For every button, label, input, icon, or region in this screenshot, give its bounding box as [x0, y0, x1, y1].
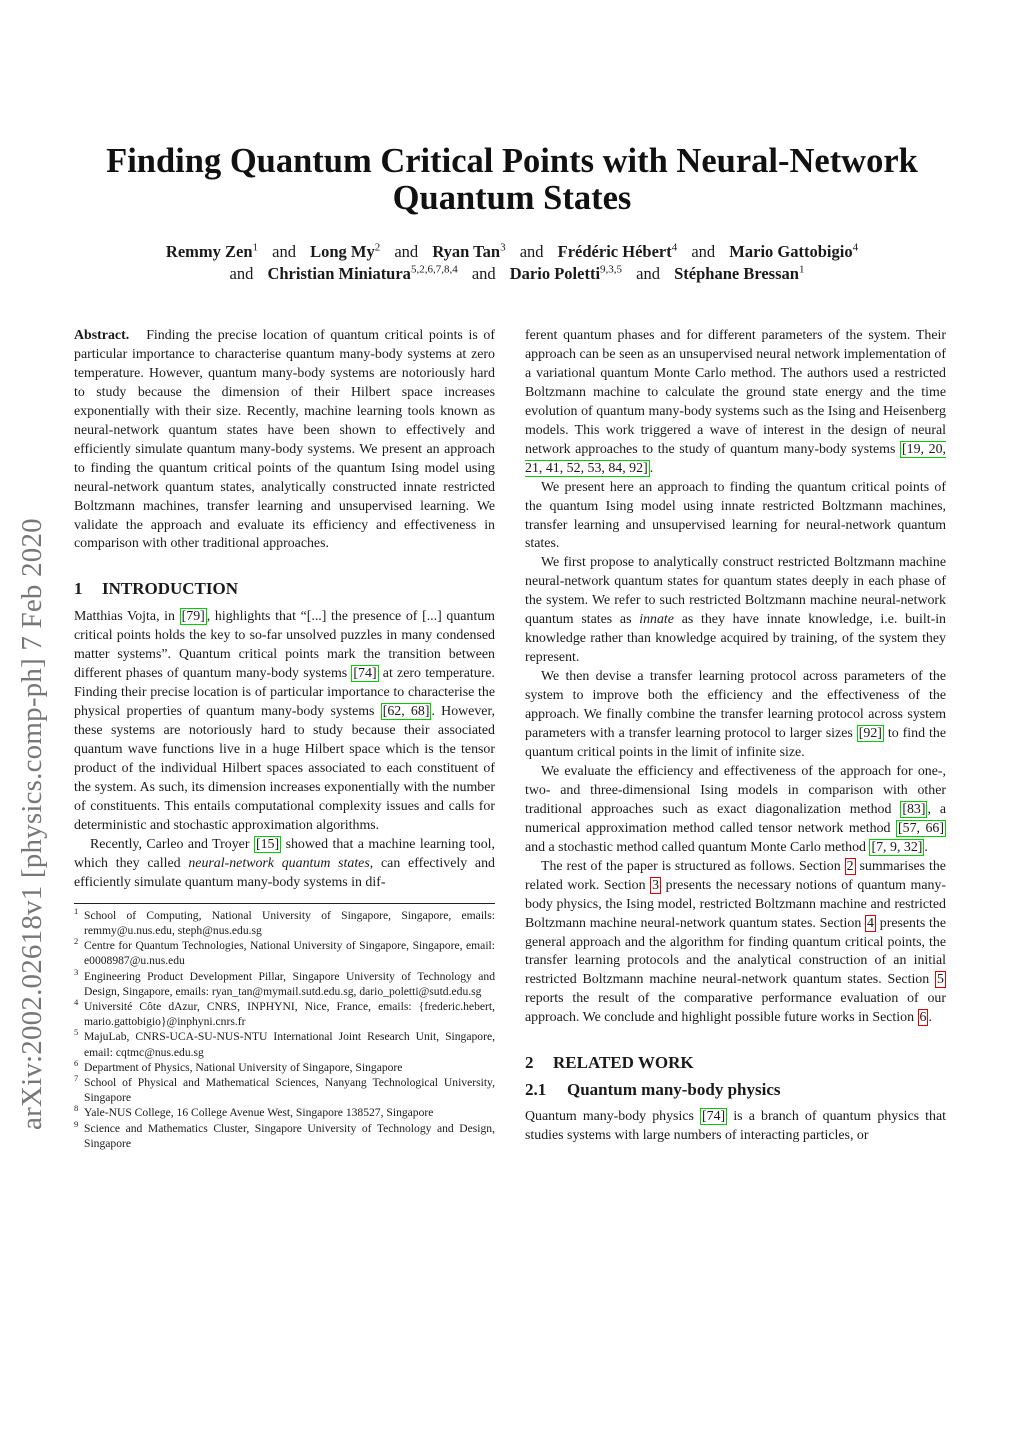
text-run: Quantum many-body physics: [525, 1109, 701, 1125]
paragraph: [525, 668, 946, 763]
abstract-label: Abstract.: [74, 328, 130, 343]
author-separator: and: [229, 264, 254, 283]
text-run: , can effectively and efficiently simulate quantum many-body systems in dif-: [74, 855, 495, 890]
section-number: 1: [74, 579, 83, 599]
intro-paragraph-1: [74, 608, 495, 835]
text-run: We first propose to analytically construct restricted Boltzmann machine neural-network quantum states for quantum states deeply in each phase of the system. We refer to such restricted Boltzmann machine neural-network quantum states as: [525, 555, 946, 628]
footnote-text: Science and Mathematics Cluster, Singapore University of Technology and Design, Singapore: [84, 1121, 495, 1150]
author-separator: and: [272, 242, 296, 261]
footnote-number: 5: [74, 1027, 79, 1038]
text-run: .: [928, 1010, 932, 1026]
footnote-text: Engineering Product Development Pillar, Singapore University of Technology and Design, Singapore, emails: ryan_tan@mymail.sutd.edu.sg, dario_poletti@sutd.edu.sg: [84, 969, 495, 998]
arxiv-identifier: arXiv:2002.02618v1 [physics.comp-ph] 7 Feb 2020: [16, 518, 48, 1130]
author-line-1: [60, 241, 964, 263]
text-run: and a stochastic method called quantum Monte Carlo method: [525, 839, 870, 855]
author-separator: and: [394, 242, 419, 261]
section-link[interactable]: 6: [919, 1010, 927, 1026]
text-run: to find the quantum critical points in the limit of infinite size.: [525, 726, 946, 760]
text-run: , highlights that “[...] the presence of [...] quantum critical points holds the key to so-far unsolved puzzles in many condensed matter systems”. Quantum critical points mark the transition between different phases of quantum many-body systems: [74, 609, 495, 682]
paragraph: [525, 1108, 946, 1146]
text-run: presents the necessary notions of quantum many-body physics, the Ising model, restricted Boltzmann machine and restricted Boltzmann machine neural-network quantum states. Section: [525, 877, 947, 931]
section-link[interactable]: 5: [937, 972, 944, 988]
footnote: [74, 1029, 495, 1059]
footnote: [74, 966, 495, 999]
paragraph: [525, 327, 946, 479]
footnote: [74, 1118, 495, 1151]
section-title: Quantum many-body physics: [567, 1080, 781, 1100]
text-run: as they have innate knowledge, i.e. built-in knowledge rather than knowledge acquired by training, of the system they represent.: [525, 612, 946, 666]
paragraph: [525, 858, 946, 1029]
footnote-text: MajuLab, CNRS-UCA-SU-NUS-NTU International Joint Research Unit, Singapore, email: cqtmc@nus.edu.sg: [84, 1030, 495, 1059]
section-link[interactable]: 4: [867, 915, 874, 931]
author-affiliation: 2: [374, 241, 381, 254]
author-list: [60, 241, 964, 285]
author-name: Stéphane Bressan: [674, 264, 799, 283]
citation-link[interactable]: [74]: [353, 666, 377, 682]
text-run: .: [924, 839, 928, 855]
emphasis: innate: [639, 612, 674, 628]
footnote-number: 4: [74, 996, 79, 1007]
text-run: ferent quantum phases and for different parameters of the system. Their approach can be seen as an unsupervised neural network implementation of a variational quantum Monte Carlo method. The authors used a restricted Boltzmann machine to calculate the ground state energy and the time evolution of quantum many-body systems such as the Ising and Heisenberg models. This work triggered a wave of interest in the design of neural network approaches to the study of quantum many-body systems: [525, 328, 946, 457]
intro-paragraph-2: [74, 836, 495, 893]
title-line-1: Finding Quantum Critical Points with Neural-Network: [106, 142, 918, 180]
section-title: RELATED WORK: [553, 1053, 694, 1073]
text-run: presents the general approach and the algorithm for finding quantum critical points, the transfer learning protocols and the analytical construction of an initial restricted Boltzmann machine neural-network quantum states. Section: [525, 915, 946, 988]
author-name: Christian Miniatura: [267, 264, 411, 283]
footnote-number: 6: [74, 1057, 79, 1068]
author-affiliation: 3: [500, 241, 506, 254]
footnote-number: 9: [74, 1118, 79, 1129]
citation-link[interactable]: [19, 20, 21, 41, 52, 53, 84, 92]: [525, 441, 947, 476]
paragraph: We present here an approach to finding the quantum critical points of the quantum Ising model using innate restricted Boltzmann machines, transfer learning and unsupervised learning for neural-network quantum states.: [525, 479, 946, 552]
text-run: We then devise a transfer learning protocol across parameters of the system to improve both the efficiency and the effectiveness of the approach. We finally combine the transfer learning protocol across system parameters with a transfer learning protocol to larger sizes: [525, 669, 946, 742]
author-line-2: [60, 263, 964, 285]
right-column: [525, 327, 946, 1146]
footnote-text: Yale-NUS College, 16 College Avenue West, Singapore 138527, Singapore: [84, 1106, 434, 1120]
author-separator: and: [519, 242, 544, 261]
text-run: We evaluate the efficiency and effectiveness of the approach for one-, two- and three-dimensional Ising models in comparison with other traditional approaches such as exact diagonalization method: [525, 763, 946, 817]
paper-title: [60, 143, 964, 217]
emphasis: neural-network quantum states: [188, 855, 370, 871]
abstract-text: Finding the precise location of quantum critical points is of particular importance to characterise quantum many-body systems at zero temperature. However, quantum many-body systems are notoriously hard to study because the dimension of their Hilbert space increases exponentially with their size. Recently, machine learning tools known as neural-network quantum states have been shown to effectively and efficiently simulate quantum many-body systems. We present an approach to finding the quantum critical points of the quantum Ising model using neural-network quantum states, analytically constructed innate restricted Boltzmann machines, transfer learning and unsupervised learning. We validate the approach and evaluate its efficiency and effectiveness in comparison with other traditional approaches.: [74, 328, 496, 552]
section-number: 2.1: [525, 1080, 547, 1100]
author-affiliation: 1: [798, 263, 805, 276]
citation-link[interactable]: [83]: [902, 801, 926, 817]
footnote-text: Université Côte dAzur, CNRS, INPHYNI, Nice, France, emails: {frederic.hebert, mario.gattobigio}@inphyni.cnrs.fr: [84, 999, 495, 1029]
paragraph: [525, 554, 946, 668]
footnotes: [74, 905, 495, 1151]
text-run: Recently, Carleo and Troyer: [90, 836, 254, 852]
author-affiliation: 4: [671, 241, 678, 254]
footnote-text: School of Computing, National University of Singapore, Singapore, emails: remmy@u.nus.edu, steph@nus.edu.sg: [84, 908, 495, 937]
footnote: [74, 996, 495, 1029]
text-run: reports the result of the comparative performance evaluation of our approach. We conclude and highlight possible future works in Section: [525, 991, 946, 1026]
text-run: Matthias Vojta, in: [74, 609, 180, 625]
citation-link[interactable]: [74]: [702, 1109, 726, 1125]
text-run: The rest of the paper is structured as follows. Section: [541, 858, 845, 874]
section-number: 2: [525, 1053, 534, 1073]
footnote: [74, 938, 495, 968]
citation-link[interactable]: [57, 66]: [898, 820, 945, 836]
author-separator: and: [636, 264, 660, 283]
author-separator: and: [471, 264, 496, 283]
footnote-text: Centre for Quantum Technologies, National University of Singapore, Singapore, email: e0008987@u.nus.edu: [84, 939, 495, 968]
left-column: [74, 327, 495, 1151]
section-link[interactable]: 3: [652, 877, 660, 893]
author-name: Mario Gattobigio: [729, 242, 853, 261]
author-affiliation: 5,2,6,7,8,4: [410, 263, 458, 276]
section-2-heading: [525, 1054, 946, 1073]
text-run: . However, these systems are notoriously hard to study because their associated quantum wave functions live in a huge Hilbert space which is the tensor product of the individual Hilbert spaces associated to each constituent of the system. As such, its dimension increases exponentially with the number of constituents. This entails computational complexity issues and calls for deterministic and stochastic approximation algorithms.: [74, 704, 495, 833]
text-run: summarises the related work. Section: [525, 858, 946, 893]
section-title: INTRODUCTION: [102, 579, 239, 599]
title-line-2: Quantum States: [392, 179, 632, 217]
citation-link[interactable]: [79]: [181, 609, 205, 625]
text-run: , a numerical approximation method called tensor network method: [525, 801, 946, 836]
text-run: is a branch of quantum physics that studies systems with large numbers of interacting particles, or: [525, 1109, 946, 1144]
author-name: Ryan Tan: [432, 242, 501, 261]
text-run: at zero temperature. Finding their precise location is of particular importance to characterise the physical properties of quantum many-body systems: [74, 666, 495, 720]
citation-link[interactable]: [15]: [255, 836, 280, 852]
text-run: .: [649, 460, 654, 476]
author-affiliation: 1: [252, 241, 259, 254]
footnote: [74, 905, 495, 938]
author-name: Dario Poletti: [509, 264, 601, 283]
footnote-number: 7: [74, 1072, 79, 1083]
section-link[interactable]: 2: [846, 858, 854, 874]
section-1-heading: [74, 580, 495, 599]
text-run: showed that a machine learning tool, which they called: [74, 836, 495, 871]
footnote: [74, 1057, 495, 1075]
footnote-rule: [74, 903, 495, 904]
citation-link[interactable]: [62, 68]: [382, 704, 430, 720]
footnote-number: 3: [74, 966, 79, 977]
abstract: [74, 327, 495, 554]
author-separator: and: [691, 242, 716, 261]
author-affiliation: 4: [852, 241, 859, 254]
paragraph: [525, 763, 946, 858]
author-name: Long My: [310, 242, 375, 261]
footnote: [74, 1105, 495, 1120]
citation-link[interactable]: [92]: [858, 726, 882, 742]
subsection-2-1-heading: [525, 1081, 946, 1100]
citation-link[interactable]: [7, 9, 32]: [871, 839, 923, 855]
footnote-number: 8: [74, 1103, 79, 1114]
author-name: Frédéric Hébert: [557, 242, 672, 261]
footnote-text: School of Physical and Mathematical Sciences, Nanyang Technological University, Singapore: [84, 1075, 495, 1105]
footnote-text: Department of Physics, National University of Singapore, Singapore: [84, 1060, 403, 1074]
footnote-number: 1: [74, 905, 79, 916]
footnote-number: 2: [74, 936, 79, 947]
author-affiliation: 9,3,5: [600, 263, 623, 276]
author-name: Remmy Zen: [165, 242, 253, 261]
footnote: [74, 1072, 495, 1105]
